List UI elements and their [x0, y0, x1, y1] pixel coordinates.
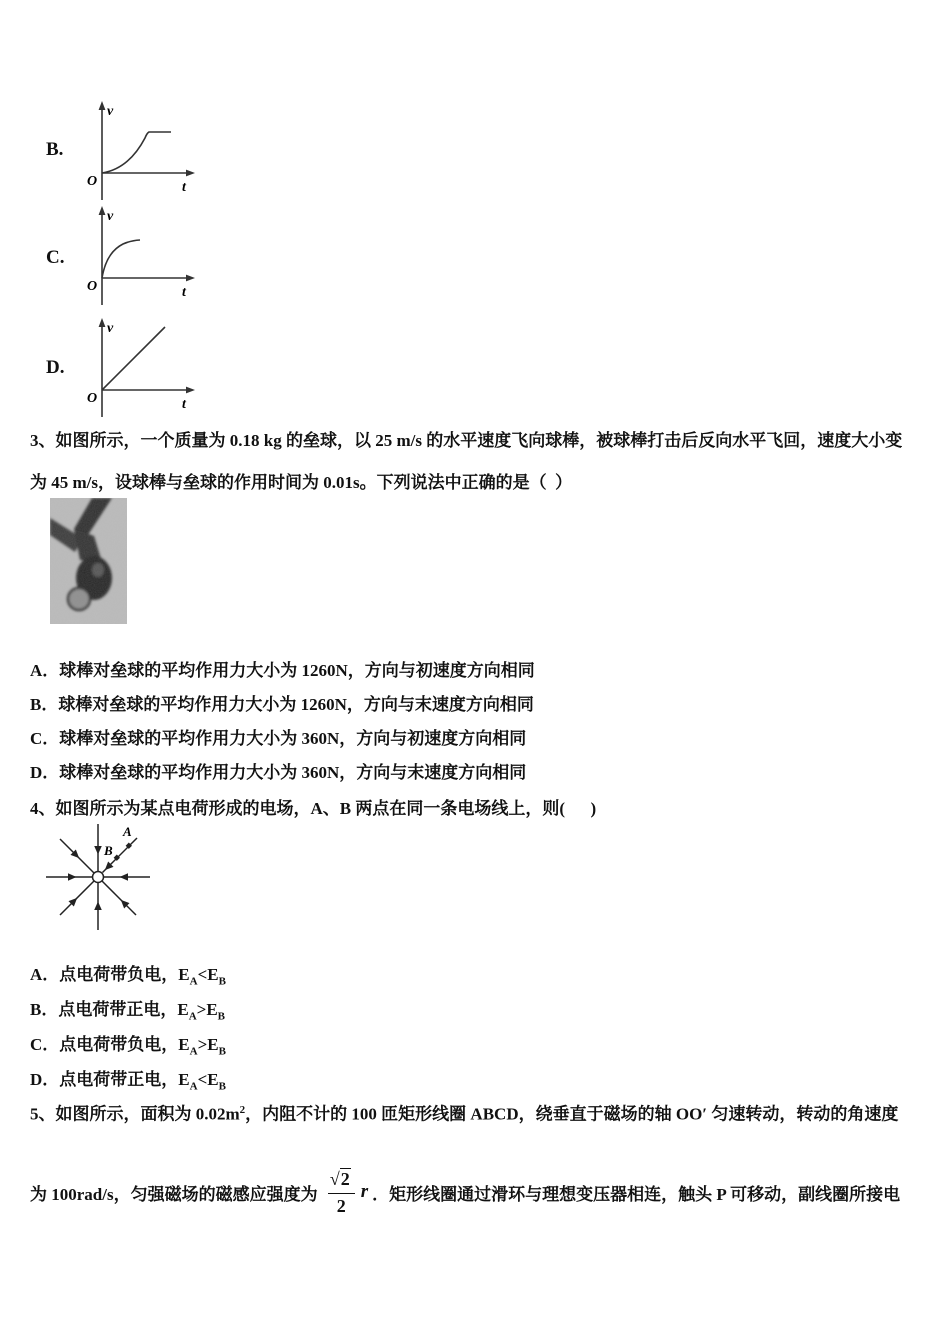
- q3-option-a: [30, 659, 535, 683]
- velocity-time-graph-c: [85, 205, 200, 310]
- velocity-time-graph-b: [85, 100, 200, 205]
- magnetic-field-unit: r: [360, 1181, 369, 1202]
- option-text: 球棒对垒球的平均作用力大小为 360N，方向与初速度方向相同: [59, 729, 527, 748]
- question-3-line-2: 为 45 m/s，设球棒与垒球的作用时间为 0.01s。下列说法中正确的是（ ）: [30, 473, 573, 492]
- question-5-line-2: [30, 1152, 900, 1232]
- option-text: 点电荷带正电，: [58, 1000, 178, 1019]
- y-axis-label: v: [107, 104, 114, 119]
- option-text: 球棒对垒球的平均作用力大小为 360N，方向与末速度方向相同: [59, 763, 527, 782]
- x-axis-label: t: [182, 180, 186, 195]
- option-label: A．: [30, 661, 60, 680]
- y-axis-label: v: [107, 321, 114, 336]
- q4-option-d: D．点电荷带正电，$E_A<E_B$: [30, 1070, 226, 1093]
- fraction-numerator: √2: [328, 1166, 355, 1194]
- option-text: 点电荷带正电，: [59, 1070, 179, 1089]
- origin-label: O: [87, 391, 98, 406]
- point-b-label: B: [104, 843, 113, 858]
- option-label: C．: [30, 1035, 60, 1054]
- q4-option-a: A．点电荷带负电，$E_A<E_B$: [30, 965, 226, 988]
- q4-option-b: B．点电荷带正电，$E_A>E_B$: [30, 1000, 226, 1023]
- sqrt2-over-2-fraction: [328, 1166, 355, 1218]
- origin-label: O: [87, 279, 98, 294]
- point-a-label: A: [123, 824, 132, 839]
- origin-label: O: [87, 174, 98, 189]
- option-label: C．: [30, 729, 60, 748]
- option-text: 球棒对垒球的平均作用力大小为 1260N，方向与初速度方向相同: [59, 661, 535, 680]
- velocity-time-graph-d: [85, 317, 200, 422]
- option-label: D．: [30, 1070, 60, 1089]
- question-3-line-1: 3、如图所示，一个质量为 0.18 kg 的垒球，以 25 m/s 的水平速度飞向球棒，被球棒打击后反向水平飞回，速度大小变: [30, 431, 903, 450]
- q3-option-b: [30, 693, 534, 717]
- superscript-2: 2: [239, 1104, 246, 1116]
- option-label: D．: [30, 763, 60, 782]
- point-charge: [93, 872, 104, 883]
- graph-b-label: B.: [46, 139, 64, 160]
- option-text: 点电荷带负电，: [59, 965, 179, 984]
- graph-d-label: D.: [46, 357, 65, 378]
- question-3: [30, 420, 930, 504]
- q5-line2-post: ．矩形线圈通过滑环与理想变压器相连，触头 P 可移动，副线圈所接电: [372, 1184, 901, 1204]
- x-axis-label: t: [182, 397, 186, 412]
- option-label: A．: [30, 965, 60, 984]
- question-5-line-1: 5、如图所示，面积为 $0.02m^2$，内阻不计的 100 匝矩形线圈 ABCD，绕垂直于磁场的轴 OO′ 匀速转动，转动的角速度: [30, 1104, 899, 1124]
- option-label: B．: [30, 1000, 59, 1019]
- option-label: B．: [30, 695, 59, 714]
- q5-line2-pre: 为 100rad/s，匀强磁场的磁感应强度为: [30, 1184, 322, 1204]
- option-text: 点电荷带负电，: [59, 1035, 179, 1054]
- question-4: 4、如图所示为某点电荷形成的电场，A、B 两点在同一条电场线上，则( ): [30, 799, 597, 818]
- graph-c-label: C.: [46, 247, 65, 268]
- y-axis-label: v: [107, 209, 114, 224]
- q3-option-c: [30, 727, 526, 751]
- x-axis-label: t: [182, 285, 186, 300]
- q4-option-c: C．点电荷带负电，$E_A>E_B$: [30, 1035, 226, 1058]
- point-charge-field-diagram: [40, 822, 175, 947]
- q3-option-d: [30, 761, 526, 785]
- bat-hitting-ball-photo: [50, 498, 127, 624]
- option-text: 球棒对垒球的平均作用力大小为 1260N，方向与末速度方向相同: [58, 695, 534, 714]
- fraction-denominator: 2: [336, 1196, 346, 1216]
